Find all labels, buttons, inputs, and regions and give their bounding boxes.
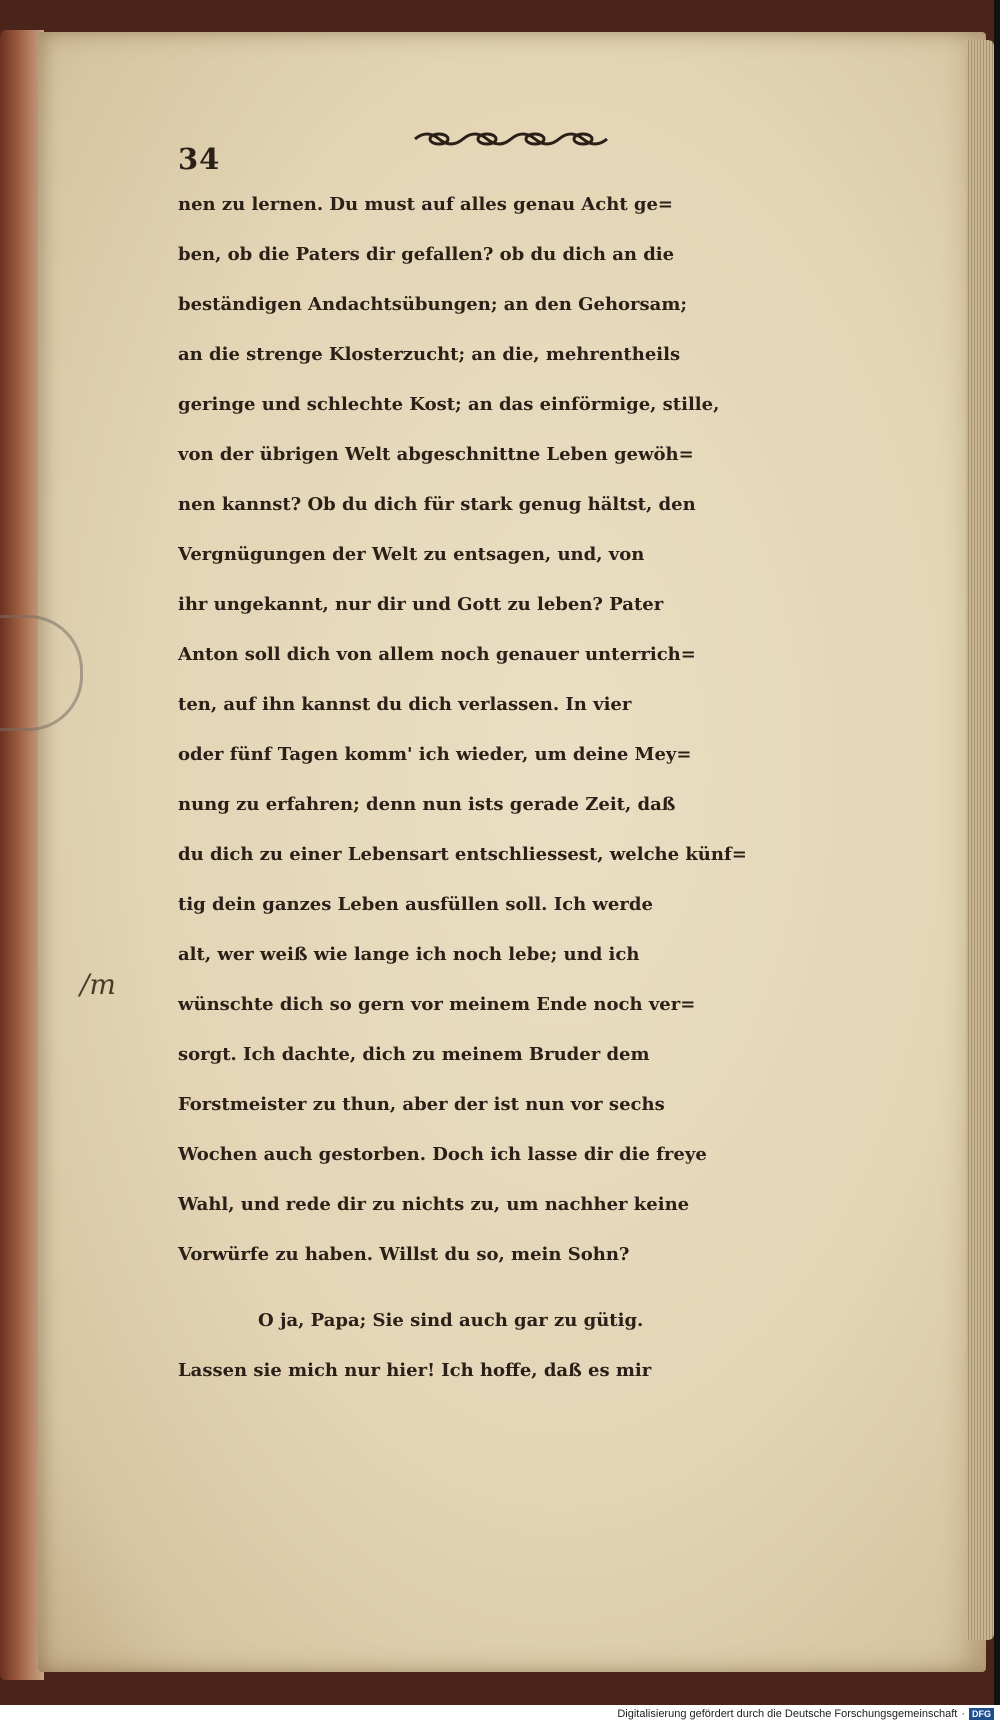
text-line: ben, ob die Paters dir gefallen? ob du dich an die (178, 244, 675, 265)
text-line: alt, wer weiß wie lange ich noch lebe; und ich (178, 944, 640, 965)
footer-credit-text: Digitalisierung gefördert durch die Deutsche Forschungsgemeinschaft (617, 1708, 958, 1720)
header-ornament (410, 128, 620, 150)
page-number: 34 (178, 142, 221, 176)
text-line: nen kannst? Ob du dich für stark genug hältst, den (178, 494, 696, 515)
text-line: geringe und schlechte Kost; an das einförmige, stille, (178, 394, 720, 415)
text-line: oder fünf Tagen komm' ich wieder, um deine Mey= (178, 744, 692, 765)
text-line: an die strenge Klosterzucht; an die, mehrentheils (178, 344, 681, 365)
text-line: du dich zu einer Lebensart entschliessest, welche künf= (178, 844, 747, 865)
text-line: Lassen sie mich nur hier! Ich hoffe, daß es mir (178, 1360, 652, 1381)
text-line: nen zu lernen. Du must auf alles genau Acht ge= (178, 194, 674, 215)
text-line: ten, auf ihn kannst du dich verlassen. In vier (178, 694, 632, 715)
page-stack-edge (966, 40, 994, 1640)
text-line: wünschte dich so gern vor meinem Ende noch ver= (178, 994, 696, 1015)
text-line: Wochen auch gestorben. Doch ich lasse dir die freye (178, 1144, 707, 1165)
text-line: Vergnügungen der Welt zu entsagen, und, von (178, 544, 645, 565)
text-line: beständigen Andachtsübungen; an den Gehorsam; (178, 294, 688, 315)
text-line: von der übrigen Welt abgeschnittne Leben gewöh= (178, 444, 694, 465)
footer-credit (617, 1708, 994, 1720)
text-line: tig dein ganzes Leben ausfüllen soll. Ich werde (178, 894, 653, 915)
text-line: Vorwürfe zu haben. Willst du so, mein Sohn? (178, 1244, 630, 1265)
text-line: Wahl, und rede dir zu nichts zu, um nachher keine (178, 1194, 690, 1215)
text-line: sorgt. Ich dachte, dich zu meinem Bruder dem (178, 1044, 650, 1065)
paragraph-gap (178, 1280, 878, 1296)
text-line: O ja, Papa; Sie sind auch gar zu gütig. (258, 1310, 644, 1331)
scan-border (994, 0, 1000, 1705)
margin-annotation: /m (80, 968, 116, 1001)
text-line: nung zu erfahren; denn nun ists gerade Zeit, daß (178, 794, 676, 815)
text-line: Anton soll dich von allem noch genauer unterrich= (178, 644, 696, 665)
page-text (178, 180, 878, 1396)
footer-separator: · (961, 1708, 965, 1720)
text-line: ihr ungekannt, nur dir und Gott zu leben? Pater (178, 594, 664, 615)
dfg-logo-icon: DFG (969, 1708, 994, 1720)
text-line: Forstmeister zu thun, aber der ist nun vor sechs (178, 1094, 665, 1115)
